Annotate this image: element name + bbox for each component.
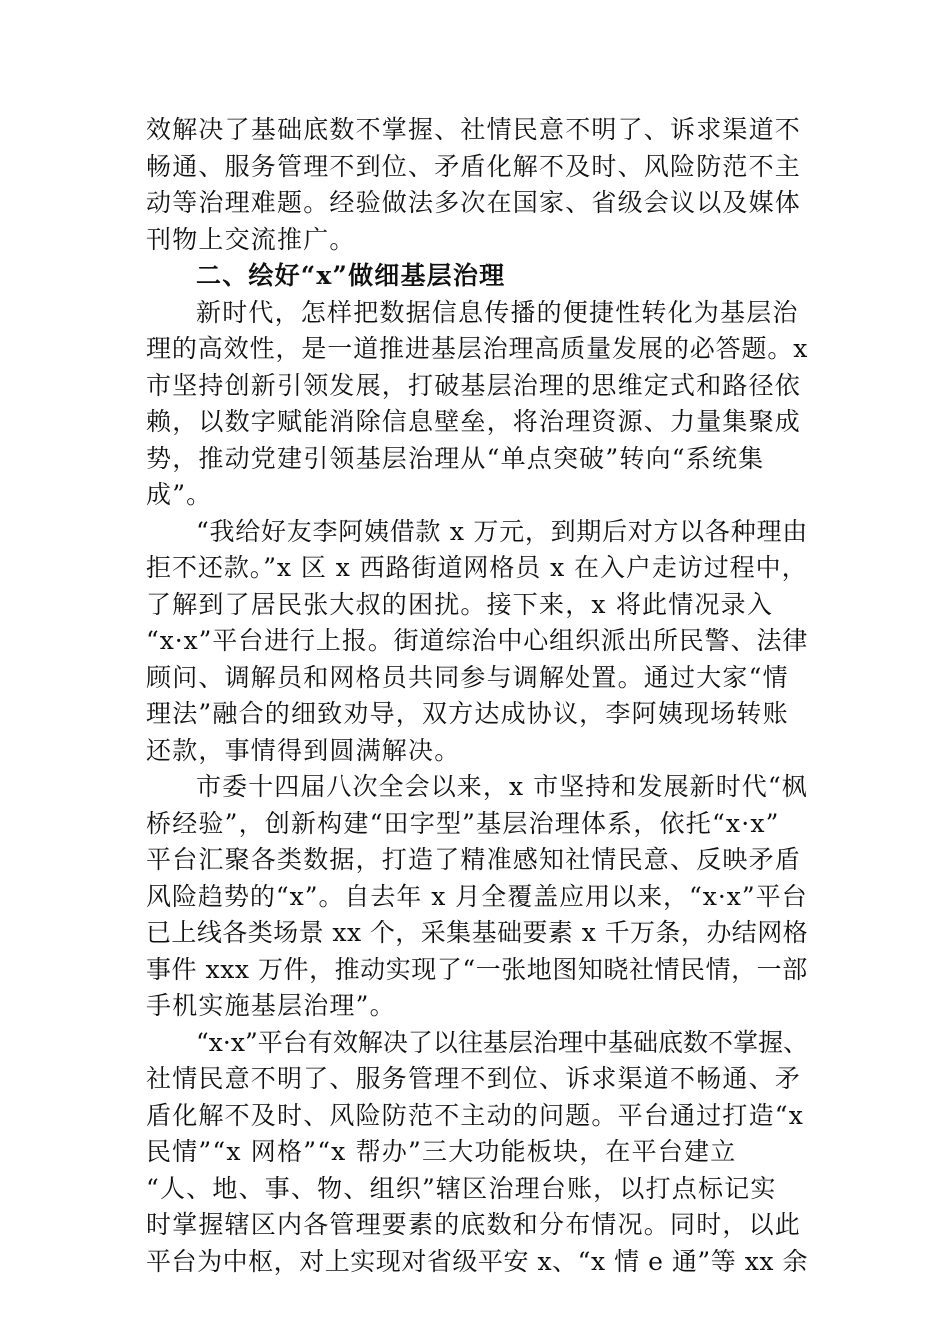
text-line: 事件 xxx 万件，推动实现了“一张地图知晓社情民情，一部 [146,954,808,984]
document-body [146,112,808,1280]
text-line: 时掌握辖区内各管理要素的底数和分布情况。同时，以此 [146,1210,802,1239]
text-line: 平台汇聚各类数据，打造了精准感知社情民意、反映矛盾 [146,845,802,874]
text-line: “我给好友李阿姨借款 x 万元，到期后对方以各种理由 [196,516,808,546]
text-line: “人、地、事、物、组织”辖区治理台账，以打点标记实 [146,1173,777,1203]
text-line: 社情民意不明了、服务管理不到位、诉求渠道不畅通、矛 [146,1064,802,1093]
text-line: 顾问、调解员和网格员共同参与调解处置。通过大家“情 [146,662,789,692]
text-line: 势，推动党建引领基层治理从“单点突破”转向“系统集 [146,443,765,473]
text-line: 已上线各类场景 xx 个，采集基础要素 x 千万条，办结网格 [146,918,809,947]
text-line: 效解决了基础底数不掌握、社情民意不明了、诉求渠道不 [146,115,802,144]
text-line: 还款，事情得到圆满解决。 [146,735,461,765]
text-line: 市坚持创新引领发展，打破基层治理的思维定式和路径依 [146,370,802,400]
text-line: 桥经验”，创新构建“田字型”基层治理体系，依托“x·x” [146,808,780,838]
text-line: 畅通、服务管理不到位、矛盾化解不及时、风险防范不主 [146,151,802,181]
text-line: 市委十四届八次全会以来，x 市坚持和发展新时代“枫 [196,772,808,801]
text-line: 拒不还款。”x 区 x 西路街道网格员 x 在入户走访过程中， [146,553,808,582]
text-line: “x·x”平台进行上报。街道综治中心组织派出所民警、法律 [146,626,809,655]
section-heading: 二、绘好“x”做细基层治理 [196,261,506,290]
text-line: 理法”融合的细致劝导，双方达成协议，李阿姨现场转账 [146,699,789,728]
text-line: 手机实施基层治理”。 [146,991,396,1020]
text-line: 动等治理难题。经验做法多次在国家、省级会议以及媒体 [146,188,802,217]
text-line: 平台为中枢，对上实现对省级平安 x、“x 情 e 通”等 xx 余 [146,1246,809,1276]
text-line: “x·x”平台有效解决了以往基层治理中基础底数不掌握、 [196,1027,809,1057]
text-line: 赖，以数字赋能消除信息壁垒，将治理资源、力量集聚成 [146,407,802,436]
text-line: 了解到了居民张大叔的困扰。接下来，x 将此情况录入 [146,589,774,619]
text-line: 刊物上交流推广。 [146,224,356,254]
text-line: 风险趋势的“x”。自去年 x 月全覆盖应用以来，“x·x”平台 [146,881,808,911]
text-line: 民情”“x 网格”“x 帮办”三大功能板块，在平台建立 [146,1137,737,1166]
text-line: 新时代，怎样把数据信息传播的便捷性转化为基层治 [196,297,799,327]
text-line: 盾化解不及时、风险防范不主动的问题。平台通过打造“x [146,1100,805,1130]
text-line: 理的高效性，是一道推进基层治理高质量发展的必答题。x [146,334,809,363]
text-line: 成”。 [146,480,213,509]
